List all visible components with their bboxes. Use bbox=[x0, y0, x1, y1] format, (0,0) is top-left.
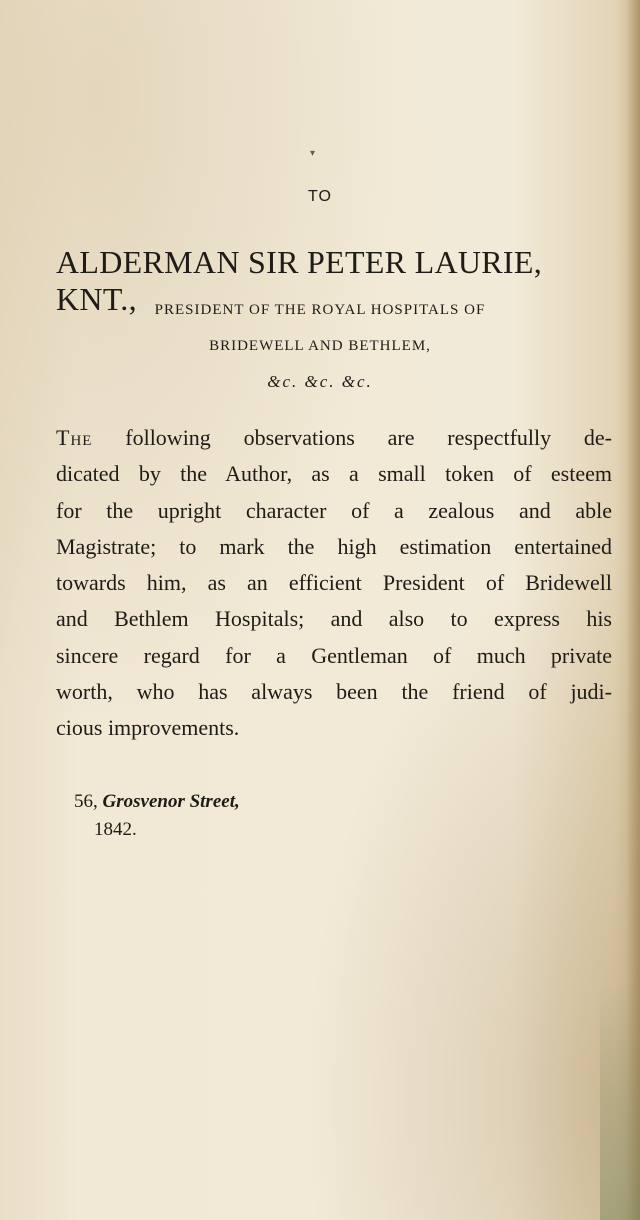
body-line: The following observations are respectfully de- bbox=[56, 425, 613, 450]
dedicatee-name: ALDERMAN SIR PETER LAURIE, KNT., bbox=[56, 244, 543, 317]
signature-year: 1842. bbox=[94, 819, 137, 840]
dedicatee-role-line-1: PRESIDENT OF THE ROYAL HOSPITALS OF bbox=[154, 302, 486, 318]
signature-street: Grosvenor Street, bbox=[102, 791, 240, 812]
body-line: dicated by the Author, as a small token of esteem bbox=[56, 461, 612, 487]
page-edge-stain bbox=[600, 980, 640, 1220]
body-line: and Bethlem Hospitals; and also to express his bbox=[56, 606, 612, 632]
body-line: for the upright character of a zealous and able bbox=[56, 497, 612, 523]
body-first-word: The bbox=[56, 425, 93, 450]
et-cetera-line: &c. &c. &c. bbox=[267, 372, 373, 391]
signature-number: 56, bbox=[74, 791, 98, 812]
dedication-body bbox=[56, 420, 612, 747]
body-line: worth, who has always been the friend of judi- bbox=[56, 679, 612, 705]
body-line: towards him, as an efficient President of Bridewell bbox=[56, 570, 612, 596]
dedication-to: TO bbox=[308, 188, 332, 205]
body-line: cious improvements. bbox=[56, 715, 240, 741]
signature-block bbox=[74, 788, 240, 844]
body-line: sincere regard for a Gentleman of much private bbox=[56, 642, 612, 668]
dedicatee-role-line-2: BRIDEWELL AND BETHLEM, bbox=[209, 338, 431, 354]
signature-address bbox=[74, 788, 240, 816]
ink-speck: ▾ bbox=[310, 148, 316, 159]
body-line: Magistrate; to mark the high estimation entertained bbox=[56, 533, 612, 559]
